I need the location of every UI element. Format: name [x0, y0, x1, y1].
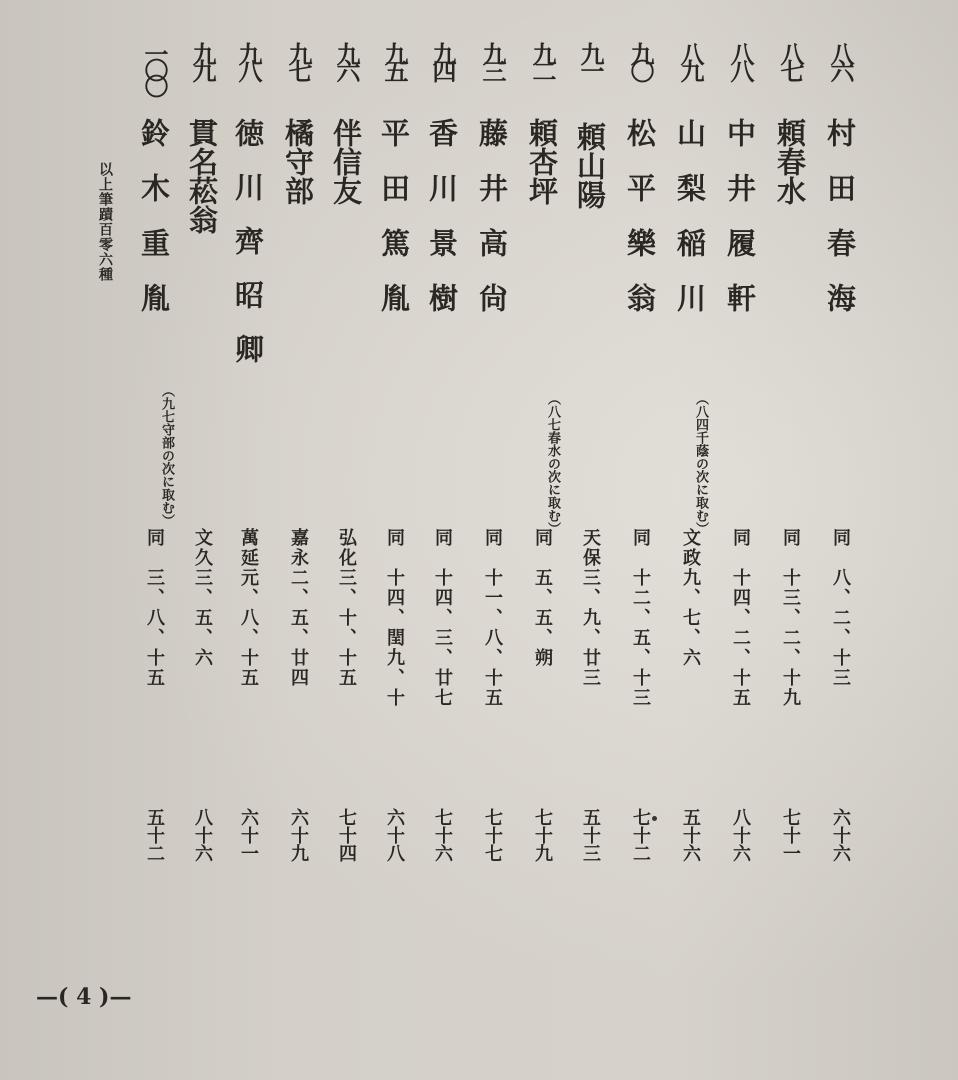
- entry-row: [666, 0, 714, 1080]
- entry-age: 七十七: [482, 808, 503, 862]
- entry-name: 中井履軒: [723, 118, 757, 338]
- entry-number: 九〇: [626, 42, 655, 76]
- entry-name: 藤井高尙: [475, 118, 509, 338]
- entry-row: [224, 0, 272, 1080]
- entry-age: 七十九: [532, 808, 553, 862]
- entry-name: 貫名菘翁: [185, 118, 219, 234]
- entry-age: 七十四: [336, 808, 357, 862]
- ink-speck: [652, 816, 657, 821]
- entry-row: [468, 0, 516, 1080]
- entry-name: 頼山陽: [573, 122, 607, 209]
- entry-age: 八十六: [730, 808, 751, 862]
- entry-row: [816, 0, 864, 1080]
- entry-number: 九九: [188, 42, 217, 76]
- entry-date: 同 八、二、十三: [830, 528, 851, 688]
- entry-date: 同 十四、閏九、十: [384, 528, 405, 708]
- entry-age: 七十六: [432, 808, 453, 862]
- entry-name: 香川景樹: [425, 118, 459, 338]
- entry-name: 平田篤胤: [377, 118, 411, 338]
- entry-date: 同 五、五、朔: [532, 528, 553, 668]
- entry-name: 松平樂翁: [623, 118, 657, 338]
- page-number: —( 4 )—: [36, 984, 132, 1010]
- entry-date: 同 十一、八、十五: [482, 528, 503, 708]
- entry-age: 六十六: [830, 808, 851, 862]
- entry-name: 山梨稲川: [673, 118, 707, 338]
- entry-row: [518, 0, 566, 1080]
- entry-date: 萬延元、八、十五: [238, 528, 259, 688]
- entry-number: 九八: [234, 42, 263, 76]
- entry-row: [322, 0, 370, 1080]
- entry-date: 同 十二、五、十三: [630, 528, 651, 708]
- entry-date: 文政九、七、六: [680, 528, 701, 668]
- entry-name: 徳川齊昭卿: [231, 118, 265, 388]
- entry-date: 同 十四、二、十五: [730, 528, 751, 708]
- entry-number: 一〇〇: [140, 42, 169, 90]
- entry-number: 九四: [428, 42, 457, 76]
- entry-number: 九六: [332, 42, 361, 76]
- entry-name: 頼杏坪: [525, 118, 559, 205]
- entry-name: 鈴木重胤: [137, 118, 171, 338]
- entry-name: 伴信友: [329, 118, 363, 205]
- entry-name: 橘守部: [281, 118, 315, 205]
- entry-note: （九七守部の次に取む）: [159, 384, 174, 527]
- entry-row: [418, 0, 466, 1080]
- entry-age: 六十八: [384, 808, 405, 862]
- entry-date: 嘉永二、五、廿四: [288, 528, 309, 688]
- entry-name: 頼春水: [773, 118, 807, 205]
- entry-date: 文久三、五、六: [192, 528, 213, 668]
- entry-number: 九三: [478, 42, 507, 76]
- summary-note: 以上筆蹟百零六種: [97, 162, 113, 282]
- entry-note: （八七春水の次に取む）: [545, 392, 560, 535]
- entry-row: [370, 0, 418, 1080]
- entry-date: 同 三、八、十五: [144, 528, 165, 688]
- entry-number: 八九: [676, 42, 705, 76]
- entry-row: [766, 0, 814, 1080]
- entry-age: 五十二: [144, 808, 165, 862]
- entry-age: 五十三: [580, 808, 601, 862]
- entry-age: 五十六: [680, 808, 701, 862]
- entry-date: 同 十四、三、廿七: [432, 528, 453, 708]
- entry-row: [716, 0, 764, 1080]
- entry-number: 九二: [528, 42, 557, 76]
- entry-age: 六十一: [238, 808, 259, 862]
- entry-row: [616, 0, 664, 1080]
- entry-date: 天保三、九、廿三: [580, 528, 601, 688]
- entry-number: 九一: [576, 42, 605, 76]
- entry-name: 村田春海: [823, 118, 857, 338]
- entry-number: 八八: [726, 42, 755, 76]
- entry-row: [566, 0, 614, 1080]
- entry-number: 八六: [826, 42, 855, 76]
- entry-row: [274, 0, 322, 1080]
- entry-number: 九七: [284, 42, 313, 76]
- entry-number: 九五: [380, 42, 409, 76]
- entry-age: 七十二: [630, 808, 651, 862]
- entry-age: 六十九: [288, 808, 309, 862]
- entry-date: 同 十三、二、十九: [780, 528, 801, 708]
- entry-note: （八四千蔭の次に取む）: [693, 392, 708, 535]
- entry-date: 弘化三、十、十五: [336, 528, 357, 688]
- entry-age: 八十六: [192, 808, 213, 862]
- entry-row: [130, 0, 178, 1080]
- entry-number: 八七: [776, 42, 805, 76]
- entry-row: [178, 0, 226, 1080]
- entry-age: 七十一: [780, 808, 801, 862]
